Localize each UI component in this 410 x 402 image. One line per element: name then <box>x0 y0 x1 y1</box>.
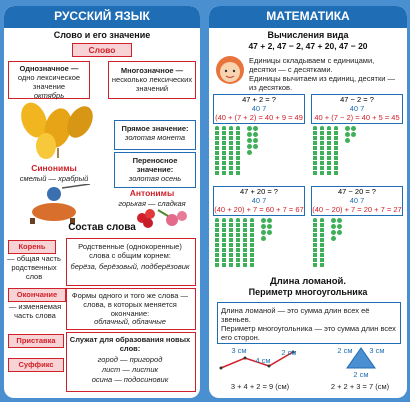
ten-bead-bar <box>250 218 254 268</box>
calc-solution: (40 + (7 + 2) = 40 + 9 = 49 <box>215 113 303 122</box>
segment-length: 4 см <box>255 356 271 365</box>
synonyms-label: Синонимы <box>31 163 77 173</box>
ending-info: Формы одного и того же слова — слова, в которых меняется окончание: <box>71 291 189 318</box>
suffix-tag: Суффикс <box>8 358 64 372</box>
russian-title: РУССКИЙ ЯЗЫК <box>54 9 150 23</box>
unit-bead <box>331 236 336 241</box>
bead-counters-2 <box>313 126 401 182</box>
autumn-leaves-illustration <box>12 100 98 160</box>
girl-avatar <box>215 54 245 86</box>
unit-bead <box>351 126 356 131</box>
knight-illustration <box>18 184 98 224</box>
figurative-meaning-example: золотая осень <box>128 174 182 183</box>
math-header <box>209 6 407 28</box>
length-heading: Длина ломаной. <box>269 276 347 287</box>
unit-bead <box>247 132 252 137</box>
unit-bead <box>253 138 258 143</box>
monosemous-desc: одно лексическое значение <box>17 73 81 91</box>
monosemous-example: октябрь <box>33 91 65 100</box>
unit-bead <box>331 224 336 229</box>
perimeter-sum: 2 + 2 + 3 = 7 (см) <box>330 382 390 391</box>
unit-bead <box>253 132 258 137</box>
unit-bead <box>337 230 342 235</box>
broken-line-sum: 3 + 4 + 2 = 9 (см) <box>230 382 290 391</box>
unit-bead <box>267 218 272 223</box>
unit-bead <box>247 138 252 143</box>
calc-split: 40 7 <box>349 196 365 205</box>
rule-subtract: Единицы вычитаем из единиц, десятки — из десятков. <box>249 74 396 92</box>
unit-bead <box>331 218 336 223</box>
unit-bead <box>261 218 266 223</box>
monosemous-label: Однозначное — <box>19 64 79 73</box>
bead-counters-1 <box>215 126 303 182</box>
unit-bead <box>261 230 266 235</box>
calc-question: 47 − 20 = ? <box>338 187 376 196</box>
segment-length: 2 см <box>281 348 297 357</box>
unit-bead <box>247 144 252 149</box>
calc-question: 47 + 2 = ? <box>242 95 276 104</box>
synonyms-example: смелый — храбрый <box>19 174 89 183</box>
unit-bead <box>261 236 266 241</box>
calc-question: 47 + 20 = ? <box>240 187 278 196</box>
calc-solution: 40 + (7 − 2) = 40 + 5 = 45 <box>314 113 400 122</box>
unit-bead <box>345 126 350 131</box>
unit-bead <box>337 224 342 229</box>
ten-bead-bar <box>320 218 324 268</box>
ten-bead-bar <box>313 126 317 176</box>
direct-meaning-label: Прямое значение: <box>121 124 189 133</box>
length-definition: Длина ломаной — это сумма длин всех её звеньев. <box>221 306 370 324</box>
antonyms-example: горькая — сладкая <box>118 199 186 208</box>
root-desc: — общая часть родственных слов <box>7 254 61 281</box>
unit-bead <box>247 150 252 155</box>
russian-header <box>4 6 200 28</box>
unit-bead <box>253 126 258 131</box>
ending-desc: — изменяемая часть слова <box>8 302 62 320</box>
unit-bead <box>267 230 272 235</box>
polysemous-label: Многозначное — <box>120 66 184 75</box>
unit-bead <box>253 144 258 149</box>
antonyms-label: Антонимы <box>129 188 175 198</box>
ten-bead-bar <box>215 126 219 176</box>
calc-expressions: 47 + 2, 47 − 2, 47 + 20, 47 − 20 <box>248 41 368 51</box>
perimeter-definition: Периметр многоугольника — это сумма длин всех его сторон. <box>221 324 396 342</box>
root-info: Родственные (однокоренные) слова с общим корнем: <box>78 242 182 260</box>
calc-split: 40 7 <box>349 104 365 113</box>
segment-length: 3 см <box>231 346 247 355</box>
calc-box-3 <box>213 186 305 216</box>
root-tag: Корень <box>8 240 56 254</box>
ending-tag: Окончание <box>8 288 66 302</box>
math-panel <box>209 6 407 398</box>
ten-bead-bar <box>215 218 219 268</box>
ten-bead-bar <box>222 126 226 176</box>
ten-bead-bar <box>222 218 226 268</box>
composition-heading: Состав слова <box>68 222 136 233</box>
ten-bead-bar <box>327 126 331 176</box>
root-examples: берёза, берёзовый, подберёзовик <box>70 262 190 271</box>
calc-box-4 <box>311 186 403 216</box>
calc-heading: Вычисления вида <box>267 30 349 40</box>
ten-bead-bar <box>236 126 240 176</box>
russian-panel <box>4 6 200 398</box>
unit-bead <box>345 132 350 137</box>
bead-counters-4 <box>313 218 401 274</box>
ten-bead-bar <box>313 218 317 268</box>
ten-bead-bar <box>236 218 240 268</box>
ten-bead-bar <box>243 218 247 268</box>
perimeter-heading: Периметр многоугольника <box>248 287 368 297</box>
math-title: МАТЕМАТИКА <box>266 9 350 23</box>
ten-bead-bar <box>320 126 324 176</box>
triangle-side: 2 см <box>353 370 369 379</box>
word-tag: Слово <box>72 43 132 57</box>
prefix-tag: Приставка <box>8 334 64 348</box>
unit-bead <box>261 224 266 229</box>
calc-solution: (40 + 20) + 7 = 60 + 7 = 67 <box>214 205 304 214</box>
calc-box-1 <box>213 94 305 124</box>
formation-example: осина — подосиновик <box>91 375 169 384</box>
unit-bead <box>331 230 336 235</box>
word-meaning-heading: Слово и его значение <box>53 30 151 40</box>
unit-bead <box>337 218 342 223</box>
bead-counters-3 <box>215 218 303 274</box>
ten-bead-bar <box>229 218 233 268</box>
unit-bead <box>267 224 272 229</box>
calc-split: 40 7 <box>251 104 267 113</box>
formation-example: лист — листик <box>101 365 159 374</box>
polysemous-desc: несколько лексических значений <box>111 75 193 93</box>
calc-question: 47 − 2 = ? <box>340 95 374 104</box>
unit-bead <box>345 138 350 143</box>
formation-info: Служат для образования новых слов: <box>69 335 191 353</box>
triangle-side: 2 см <box>337 346 353 355</box>
ten-bead-bar <box>334 126 338 176</box>
direct-meaning-example: золотая монета <box>124 133 186 142</box>
formation-example: город — пригород <box>97 355 163 364</box>
calc-box-2 <box>311 94 403 124</box>
unit-bead <box>351 132 356 137</box>
calc-solution: (40 − 20) + 7 = 20 + 7 = 27 <box>312 205 402 214</box>
triangle-side: 3 см <box>369 346 385 355</box>
figurative-meaning-label: Переносное значение: <box>132 156 178 174</box>
unit-bead <box>247 126 252 131</box>
ending-examples: облачный, облачные <box>94 317 166 326</box>
ten-bead-bar <box>229 126 233 176</box>
rule-add: Единицы складываем с единицами, десятки — с десятками. <box>249 56 375 74</box>
calc-split: 40 7 <box>251 196 267 205</box>
